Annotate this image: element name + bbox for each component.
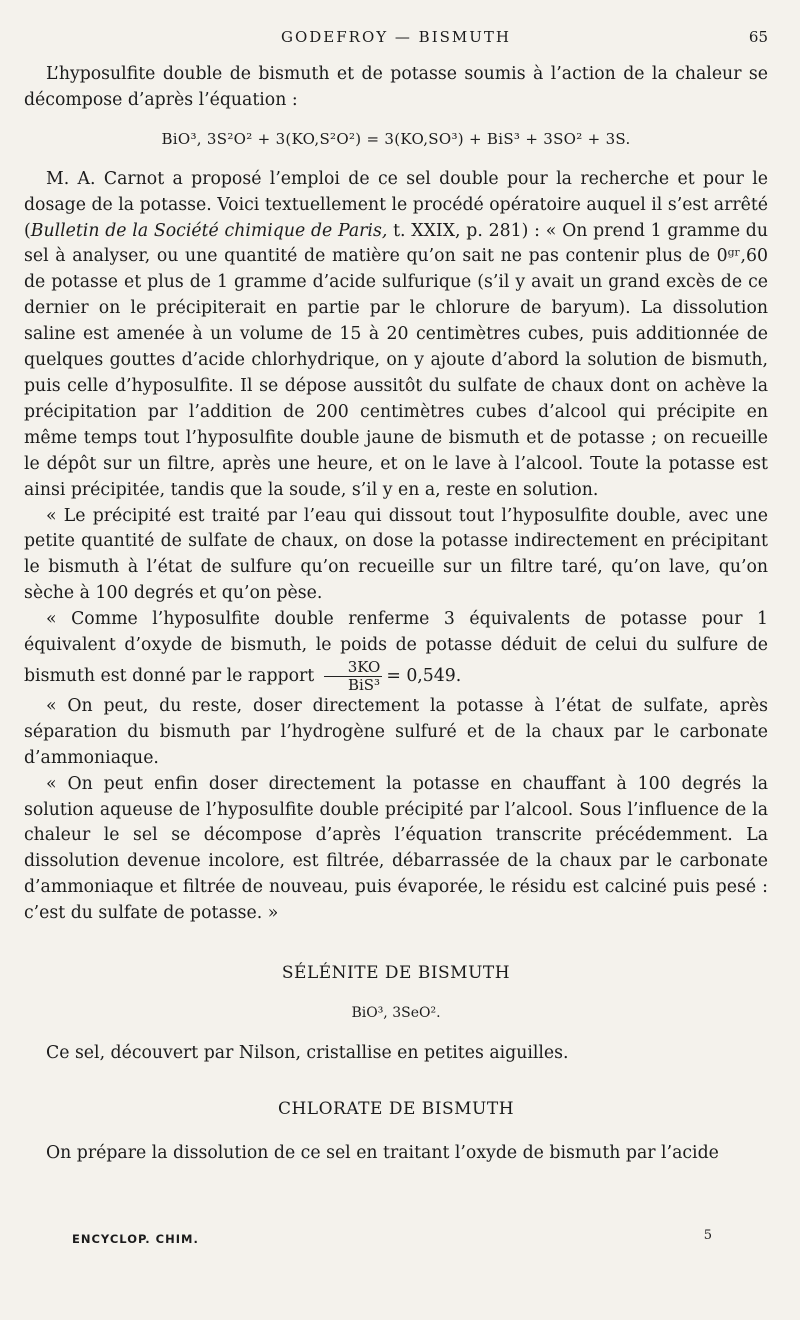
- paragraph-intro: L’hyposulfite double de bismuth et de potasse soumis à l’action de la chaleur se décompose d’après l’équation :: [24, 64, 768, 110]
- ratio-value: = 0,549.: [386, 665, 462, 686]
- footer-signature: ENCYCLOP. CHIM.: [72, 1232, 199, 1246]
- equation-decomposition: BiO³, 3S²O² + 3(KO,S²O²) = 3(KO,SO³) + BiS³ + 3SO² + 3S.: [161, 129, 631, 148]
- paragraph-carnot-text-a: M. A. Carnot a proposé l’emploi de ce sel double pour la recherche et pour le dosage de la potasse. Voici textuellement le procédé opératoire auquel il s’est arrêté (: [24, 168, 768, 241]
- paragraph-sulfate: « On peut, du reste, doser directement la potasse à l’état de sulfate, après séparation du bismuth par l’hydrogène sulfuré et de la chaux par le carbonate d’ammoniaque.: [24, 695, 768, 768]
- section-title-selenite: SÉLÉNITE DE BISMUTH: [281, 963, 511, 984]
- paragraph-selenite: Ce sel, découvert par Nilson, cristallise en petites aiguilles.: [46, 1042, 569, 1063]
- running-title: GODEFROY — BISMUTH: [280, 28, 511, 46]
- book-page: [24, 0, 768, 1320]
- footer-gathering-number: 5: [703, 1228, 712, 1243]
- formula-selenite: BiO³, 3SeO².: [351, 1005, 441, 1021]
- page-number: 65: [748, 28, 768, 46]
- paragraph-ratio-text: « Comme l’hyposulfite double renferme 3 équivalents de potasse pour 1 équivalent d’oxyde de bismuth, le poids de potasse déduit de celui du sulfure de bismuth est donné par le rapport: [24, 609, 768, 686]
- paragraph-carnot-text-b: t. XXIX, p. 281) : « On prend 1 gramme du sel à analyser, ou une quantité de matière qu’on sait ne pas contenir plus de 0ᵍʳ,60 de potasse et plus de 1 gramme d’acide sulfurique (s’il y avait un grand excès de ce dernier on le précipiterait en partie par le chlorure de baryum). La dissolution saline est amenée à un volume de 15 à 20 centimètres cubes, puis additionnée de quelques gouttes d’acide chlorhydrique, on y ajoute d’abord la solution de bismuth, puis celle d’hyposulfite. Il se dépose aussitôt du sulfate de chaux dont on achève la précipitation par l’addition de 200 centimètres cubes d’alcool qui précipite en même temps tout l’hyposulfite double jaune de bismuth et de potasse ; on recueille le dépôt sur un filtre, après une heure, et on le lave à l’alcool. Toute la potasse est ainsi précipitée, tandis que la soude, s’il y en a, reste en solution.: [24, 220, 769, 500]
- paragraph-ratio: [24, 607, 768, 694]
- page-body: [24, 62, 768, 1167]
- fraction-numerator: 3KO: [324, 659, 383, 677]
- paragraph-heating: « On peut enfin doser directement la potasse en chauffant à 100 degrés la solution aqueuse de l’hyposulfite double précipité par l’alcool. Sous l’influence de la chaleur le sel se décompose d’après l’équation transcrite précédemment. La dissolution devenue incolore, est filtrée, débarrassée de la chaux par le carbonate d’ammoniaque et filtrée de nouveau, puis évaporée, le résidu est calciné puis pesé : c’est du sulfate de potasse. »: [24, 773, 768, 924]
- paragraph-precipitate: « Le précipité est traité par l’eau qui dissout tout l’hyposulfite double, avec une petite quantité de sulfate de chaux, on dose la potasse indirectement en précipitant le bismuth à l’état de sulfure qu’on recueille sur un filtre taré, qu’on lave, qu’on sèche à 100 degrés et qu’on pèse.: [24, 505, 768, 604]
- section-title-chlorate: CHLORATE DE BISMUTH: [277, 1098, 515, 1119]
- ratio-fraction: [324, 659, 383, 694]
- page-header: [24, 26, 768, 50]
- bulletin-reference: Bulletin de la Société chimique de Paris,: [30, 220, 388, 241]
- page-footer: [72, 1228, 772, 1252]
- paragraph-chlorate: On prépare la dissolution de ce sel en traitant l’oxyde de bismuth par l’acide: [46, 1142, 719, 1163]
- paragraph-carnot: [24, 167, 768, 504]
- fraction-denominator: BiS³: [347, 675, 381, 694]
